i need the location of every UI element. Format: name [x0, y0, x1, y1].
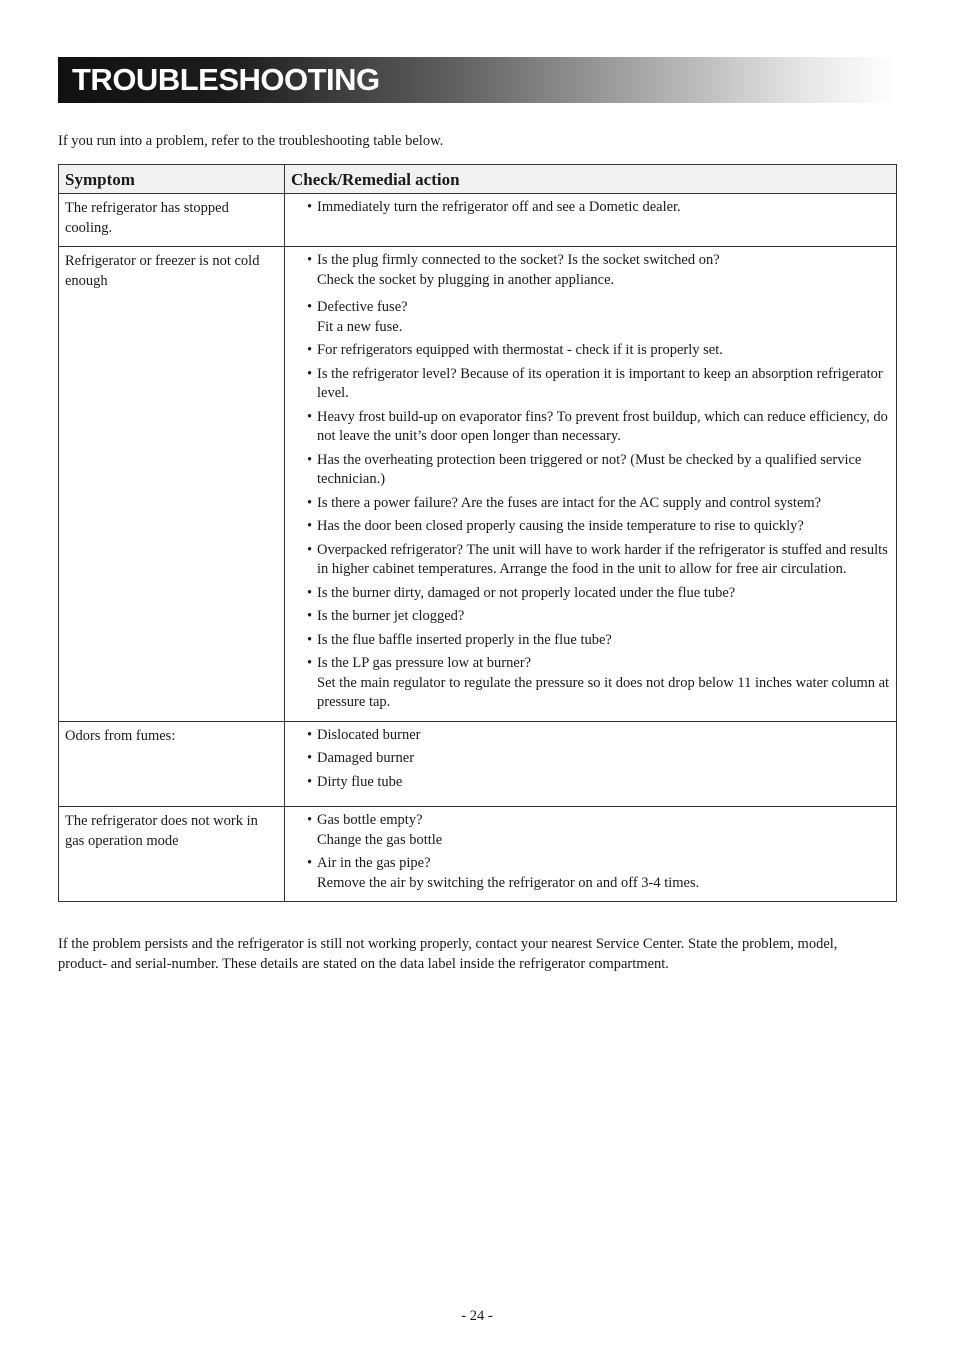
list-item: • Immediately turn the refrigerator off and see a Dometic dealer.	[301, 198, 890, 218]
list-item: • Is the refrigerator level? Because of its operation it is important to keep an absorption refrigerator level.	[301, 365, 890, 404]
action-cell	[285, 194, 897, 247]
page-title: TROUBLESHOOTING	[72, 62, 380, 97]
column-header-symptom: Symptom	[59, 165, 285, 194]
table-row	[59, 807, 897, 902]
symptom-cell: The refrigerator has stopped cooling.	[59, 194, 285, 247]
page-number: - 24 -	[461, 1308, 493, 1324]
action-list	[291, 251, 890, 713]
list-item: • Is the plug firmly connected to the socket? Is the socket switched on? Check the socket by plugging in another appliance.	[301, 251, 890, 290]
table-header-row	[59, 165, 897, 194]
list-item: • Is the flue baffle inserted properly in the flue tube?	[301, 631, 890, 651]
column-header-action: Check/Remedial action	[285, 165, 897, 194]
action-cell	[285, 247, 897, 722]
list-item: • Gas bottle empty? Change the gas bottle	[301, 811, 890, 850]
intro-paragraph: If you run into a problem, refer to the troubleshooting table below.	[58, 133, 444, 149]
list-item: • Is the burner dirty, damaged or not properly located under the flue tube?	[301, 584, 890, 604]
list-item: • Damaged burner	[301, 749, 890, 769]
table-row	[59, 247, 897, 722]
list-item: • Is there a power failure? Are the fuses are intact for the AC supply and control system?	[301, 494, 890, 514]
action-list	[291, 726, 890, 793]
list-item: • Overpacked refrigerator? The unit will have to work harder if the refrigerator is stuffed and results in higher cabinet temperatures. Arrange the food in the unit to allow for free air circulation.	[301, 541, 890, 580]
list-item: • Defective fuse? Fit a new fuse.	[301, 298, 890, 337]
symptom-cell: The refrigerator does not work in gas operation mode	[59, 807, 285, 902]
closing-paragraph: If the problem persists and the refrigerator is still not working properly, contact your nearest Service Center. State the problem, model, product- and serial-number. These details are stated on the data label inside the refrigerator compartment.	[58, 936, 838, 972]
list-item: • For refrigerators equipped with thermostat - check if it is properly set.	[301, 341, 890, 361]
action-list	[291, 198, 890, 218]
action-list	[291, 811, 890, 893]
table-row	[59, 194, 897, 247]
troubleshooting-table	[58, 164, 897, 902]
list-item: • Has the door been closed properly causing the inside temperature to rise to quickly?	[301, 517, 890, 537]
list-item: • Dirty flue tube	[301, 773, 890, 793]
section-title-banner	[58, 57, 896, 103]
list-item: • Is the burner jet clogged?	[301, 607, 890, 627]
list-item: • Air in the gas pipe? Remove the air by switching the refrigerator on and off 3-4 times.	[301, 854, 890, 893]
table-row	[59, 721, 897, 807]
symptom-cell: Odors from fumes:	[59, 721, 285, 807]
list-item: • Has the overheating protection been triggered or not? (Must be checked by a qualified service technician.)	[301, 451, 890, 490]
list-item: • Is the LP gas pressure low at burner? Set the main regulator to regulate the pressure so it does not drop below 11 inches water column at pressure tap.	[301, 654, 890, 713]
action-cell	[285, 721, 897, 807]
action-cell	[285, 807, 897, 902]
list-item: • Heavy frost build-up on evaporator fins? To prevent frost buildup, which can reduce efficiency, do not leave the unit’s door open longer than necessary.	[301, 408, 890, 447]
list-item: • Dislocated burner	[301, 726, 890, 746]
symptom-cell: Refrigerator or freezer is not cold enough	[59, 247, 285, 722]
